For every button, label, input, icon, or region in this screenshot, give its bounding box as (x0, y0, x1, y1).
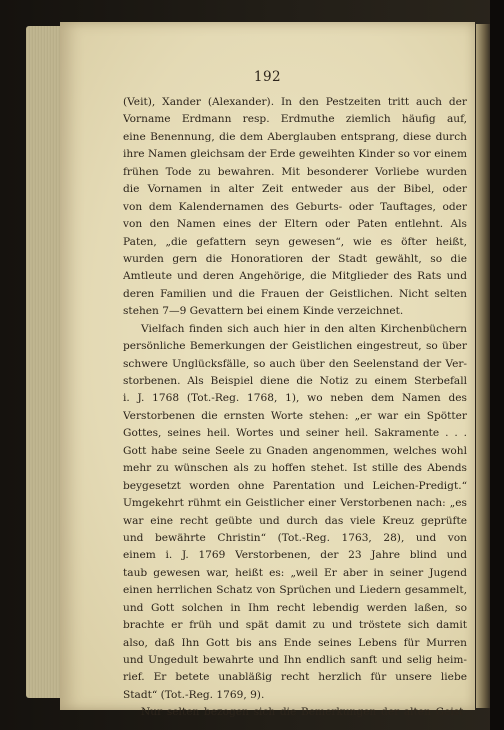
text-line: und Gott solchen in Ihm recht lebendig werden laßen, so (123, 601, 467, 614)
text-line: einem i. J. 1769 Verstorbenen, der 23 Jahre blind und (123, 549, 467, 562)
text-line: von dem Kalendernamen des Geburts- oder Tauftages, oder (123, 200, 467, 213)
text-line: beygesetzt worden ohne Parentation und Leichen-Predigt.“ (123, 479, 467, 492)
text-line: persönliche Bemerkungen der Geistlichen eingestreut, so über (123, 340, 467, 353)
text-line: taub gewesen war, heißt es: „weil Er aber in seiner Jugend (123, 566, 467, 579)
text-line: ihre Namen gleichsam der Erde geweihten Kinder so vor einem (123, 148, 467, 161)
text-line: Verstorbenen die ernsten Worte stehen: „er war ein Spötter (123, 409, 467, 422)
text-line: war eine recht geübte und durch das viele Kreuz geprüfte (123, 514, 467, 527)
text-line: also, daß Ihn Gott bis ans Ende seines Lebens für Murren (123, 636, 467, 649)
text-line: die Vornamen in alter Zeit entweder aus der Bibel, oder (123, 183, 467, 196)
text-line: stehen 7—9 Gevattern bei einem Kinde verzeichnet. (123, 305, 404, 318)
text-line: i. J. 1768 (Tot.-Reg. 1768, 1), wo neben dem Namen des (123, 392, 467, 405)
text-line: und Ungedult bewahrte und Ihn endlich sanft und selig heim- (123, 654, 467, 666)
text-line: storbenen. Als Beispiel diene die Notiz zu einem Sterbefall (123, 375, 467, 387)
text-line: Paten, „die gefattern seyn gewesen“, wie es öfter heißt, (123, 235, 467, 248)
text-line: (Veit), Xander (Alexander). In den Pestzeiten tritt auch der (123, 96, 467, 108)
text-line: wurden gern die Honoratioren der Stadt gewählt, so die (123, 252, 467, 265)
scan-background (490, 0, 504, 730)
paragraph-start-line: Vielfach finden sich auch hier in den alten Kirchenbüchern (141, 322, 467, 335)
text-line: Stadt“ (Tot.-Reg. 1769, 9). (123, 688, 265, 701)
text-line: rief. Er betete unabläßig recht herzlich für unsere liebe (123, 671, 467, 684)
page-gutter-shadow (476, 24, 490, 708)
text-line: brachte er früh und spät damit zu und tröstete sich damit (123, 619, 467, 632)
body-text (123, 94, 467, 722)
text-line: Gott habe seine Seele zu Gnaden angenommen, welches wohl (123, 444, 467, 457)
text-line: von den Namen eines der Eltern oder Paten entlehnt. Als (123, 218, 467, 231)
text-line: Gottes, seines heil. Wortes und seiner heil. Sakramente . . . (123, 427, 467, 440)
text-line: und bewährte Christin“ (Tot.-Reg. 1763, 28), und von (123, 531, 467, 544)
text-line: Vorname Erdmann resp. Erdmuthe ziemlich häufig auf, (123, 113, 467, 126)
text-line: einen herrlichen Schatz von Sprüchen und Liedern gesammelt, (123, 584, 467, 597)
text-line: frühen Tode zu bewahren. Mit besonderer Vorliebe wurden (123, 165, 467, 178)
text-line: eine Benennung, die dem Aberglauben entsprang, diese durch (123, 130, 467, 143)
text-line: Umgekehrt rühmt ein Geistlicher einer Verstorbenen nach: „es (123, 497, 467, 510)
text-line: schwere Unglücksfälle, so auch über den Seelenstand der Ver- (123, 357, 467, 370)
book-page (60, 22, 475, 719)
text-line: deren Familien und die Frauen der Geistlichen. Nicht selten (123, 287, 467, 300)
text-line: mehr zu wünschen als zu hoffen stehet. Ist stille des Abends (123, 462, 467, 475)
paragraph-start-line: Nur selten bezogen sich die Bemerkungen der alten Geist- (141, 706, 467, 719)
page-number: 192 (253, 69, 282, 85)
text-line: Amtleute und deren Angehörige, die Mitglieder des Rats und (123, 270, 467, 283)
